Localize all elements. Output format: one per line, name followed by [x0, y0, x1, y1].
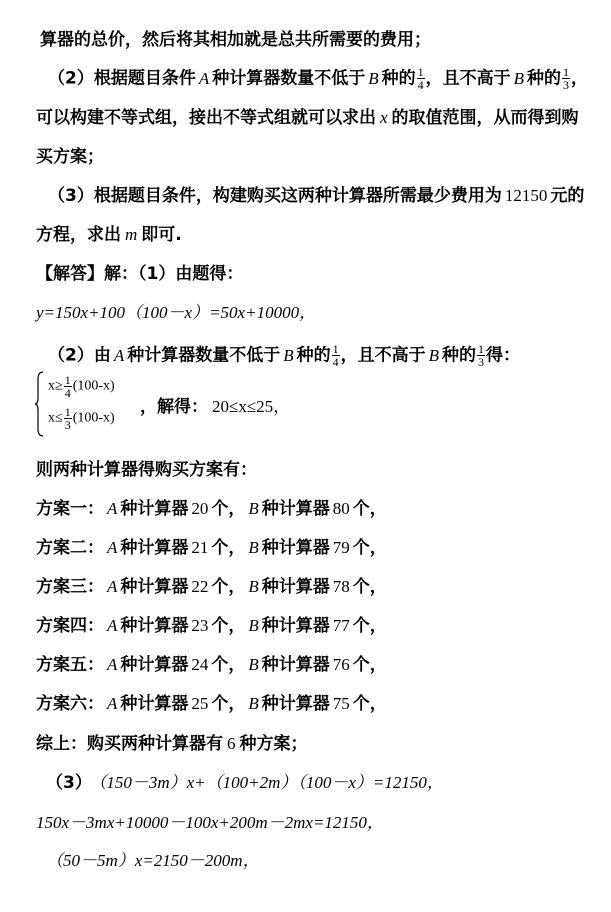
plan-count-b: 77 — [332, 616, 350, 635]
inequality-lhs: x≤ — [48, 410, 63, 426]
math-var: x — [380, 108, 388, 127]
plan-line — [36, 576, 387, 598]
text: 个， — [211, 694, 246, 714]
text: 种计算器 — [261, 577, 330, 597]
math-var: B — [513, 68, 525, 88]
denominator: 4 — [64, 386, 71, 400]
text: 种的 — [442, 345, 477, 366]
numerator: 1 — [64, 405, 71, 419]
solution-range: 20≤x≤25， — [212, 397, 291, 416]
text-line-1 — [40, 29, 431, 51]
text: （2）由 — [48, 345, 111, 366]
text: 个， — [211, 655, 246, 675]
plan-line — [36, 654, 387, 676]
plan-count-a: 22 — [191, 577, 209, 596]
fraction-one-third — [64, 406, 72, 431]
fraction-one-third — [477, 343, 485, 368]
plan-count-b: 76 — [332, 655, 350, 674]
text: 种计算器 — [120, 616, 189, 636]
fraction-one-quarter — [417, 66, 425, 91]
math-var: B — [248, 577, 259, 596]
equation: 150x－3mx+10000－100x+200m－2mx=12150， — [36, 813, 384, 832]
math-var: A — [107, 538, 118, 557]
text: ，解得： — [140, 397, 208, 417]
math-var: m — [125, 225, 138, 244]
text: 个， — [352, 694, 387, 714]
inequality-row-1 — [48, 374, 115, 399]
numerator: 1 — [332, 342, 339, 356]
text: 种计算器数量不低于 — [212, 68, 366, 89]
numerator: 1 — [478, 342, 485, 356]
text: 个， — [211, 499, 246, 519]
text-line-6 — [36, 224, 182, 246]
denominator: 4 — [332, 355, 339, 369]
text: 种计算器 — [261, 655, 330, 675]
plan-count-a: 20 — [191, 499, 209, 518]
text: 种计算器 — [120, 655, 189, 675]
plan-label: 方案二： — [36, 538, 104, 558]
text: 元的 — [550, 186, 585, 206]
plan-line — [36, 615, 387, 637]
plan-count-a: 24 — [191, 655, 209, 674]
math-var: B — [368, 68, 379, 88]
fraction-one-quarter — [332, 343, 340, 368]
text: 种的 — [527, 68, 562, 89]
plan-count-b: 75 — [332, 694, 350, 713]
denominator: 4 — [417, 78, 424, 92]
text: （3）根据题目条件，构建购买这两种计算器所需最少费用为 — [48, 186, 502, 206]
text: 个， — [352, 538, 387, 558]
text: 种计算器 — [120, 694, 189, 714]
plan-line — [36, 537, 387, 559]
plan-count-b: 79 — [332, 538, 350, 557]
text: 的取值范围，从而得到购 — [391, 108, 579, 128]
text: 得： — [486, 345, 521, 366]
text: 种的 — [381, 68, 416, 89]
text: 种计算器 — [120, 577, 189, 597]
text: ， — [571, 68, 589, 89]
numerator: 1 — [563, 65, 570, 79]
plan-label: 方案六： — [36, 694, 104, 714]
math-var: A — [107, 655, 118, 674]
denominator: 3 — [478, 355, 485, 369]
plan-count-a: 23 — [191, 616, 209, 635]
math-var: A — [107, 577, 118, 596]
text: 个， — [211, 538, 246, 558]
text: 种计算器 — [261, 616, 330, 636]
text-line-7 — [36, 263, 243, 285]
text: 可以构建不等式组，接出不等式组就可以求出 — [36, 108, 376, 128]
math-var: B — [248, 616, 259, 635]
text-line-9 — [48, 343, 520, 368]
denominator: 3 — [563, 78, 570, 92]
numerator: 1 — [417, 65, 424, 79]
denominator: 3 — [64, 418, 71, 432]
equation: （50－5m）x=2150－200m， — [46, 851, 260, 870]
text: 个， — [211, 616, 246, 636]
text: 则两种计算器得购买方案有： — [36, 460, 257, 480]
math-var: A — [107, 499, 118, 518]
text-line-5 — [48, 185, 584, 207]
text: 个， — [352, 577, 387, 597]
plan-count-b: 80 — [332, 499, 350, 518]
inequality-rhs: (100-x) — [72, 378, 115, 394]
text: 【解答】解：（1）由题得： — [36, 264, 244, 284]
math-var: A — [198, 68, 210, 88]
text: 种计算器 — [261, 694, 330, 714]
equation: y=150x+100（100－x）=50x+10000， — [36, 303, 317, 322]
text: 种计算器 — [261, 538, 330, 558]
math-var: A — [107, 694, 118, 713]
equation-line-8 — [36, 302, 316, 324]
math-var: A — [107, 616, 118, 635]
text: 个， — [352, 655, 387, 675]
inequality-solution — [140, 396, 290, 418]
plan-label: 方案四： — [36, 616, 104, 636]
text: 种计算器数量不低于 — [127, 345, 281, 366]
plan-count-b: 78 — [332, 577, 350, 596]
math-number: 12150 — [504, 186, 548, 205]
text: （2）根据题目条件 — [48, 68, 196, 89]
plan-label: 方案三： — [36, 577, 104, 597]
plan-label: 方案五： — [36, 655, 104, 675]
math-var: B — [283, 345, 294, 365]
text: 个， — [352, 616, 387, 636]
text-line-4 — [36, 146, 104, 168]
text: 即可. — [141, 225, 182, 245]
text: ，且不高于 — [425, 68, 511, 89]
math-var: B — [428, 345, 440, 365]
text: 种计算器 — [120, 499, 189, 519]
text: 买方案； — [36, 147, 104, 167]
text: 方程，求出 — [36, 225, 121, 245]
math-var: B — [248, 655, 259, 674]
text-line-2 — [48, 66, 588, 91]
inequality-lhs: x≥ — [48, 378, 63, 394]
text: 个， — [352, 499, 387, 519]
left-brace — [34, 371, 44, 437]
equation-line-20 — [36, 812, 384, 834]
text-line-18 — [36, 733, 308, 755]
plan-label: 方案一： — [36, 499, 104, 519]
text: 种方案； — [239, 734, 308, 754]
equation: （150－3m）x+（100+2m）（100－x）=12150， — [97, 773, 444, 792]
math-var: A — [113, 345, 125, 365]
math-var: B — [248, 499, 259, 518]
plan-count-a: 21 — [191, 538, 209, 557]
plan-line — [36, 693, 387, 715]
equation-line-19 — [46, 772, 444, 794]
plan-count-a: 25 — [191, 694, 209, 713]
text: 种计算器 — [120, 538, 189, 558]
math-number: 6 — [227, 734, 236, 753]
text-line-11 — [36, 459, 257, 481]
fraction-one-third — [562, 66, 570, 91]
text-line-1-content: 算器的总价，然后将其相加就是总共所需要的费用； — [40, 30, 431, 50]
fraction-one-quarter — [64, 374, 72, 399]
inequality-rhs: (100-x) — [72, 410, 115, 426]
numerator: 1 — [64, 373, 71, 387]
text: 综上：购买两种计算器有 — [36, 734, 223, 754]
text-line-3 — [36, 107, 579, 129]
text: ，且不高于 — [340, 345, 426, 366]
plan-line — [36, 498, 387, 520]
math-var: B — [248, 694, 259, 713]
text: 个， — [211, 577, 246, 597]
equation-line-21 — [46, 850, 260, 872]
text: 种计算器 — [261, 499, 330, 519]
text: （3） — [46, 773, 92, 793]
text: 种的 — [296, 345, 331, 366]
inequality-row-2 — [48, 406, 115, 431]
math-var: B — [248, 538, 259, 557]
